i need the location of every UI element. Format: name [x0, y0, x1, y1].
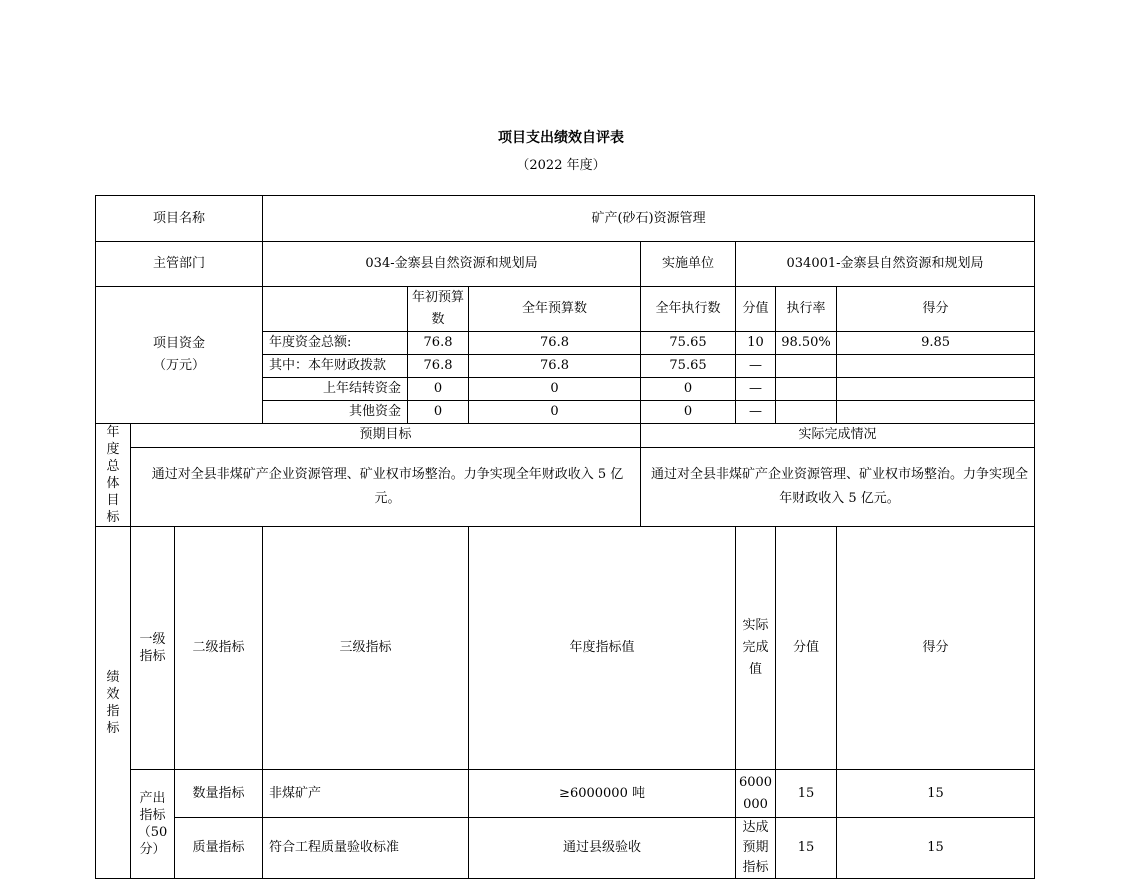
funds-row-rate [776, 378, 837, 401]
funds-row-full-budget: 0 [469, 401, 641, 424]
ind-row-score: 15 [837, 770, 1035, 818]
funds-row-score-value: — [736, 378, 776, 401]
funds-header-score: 得分 [837, 287, 1035, 332]
ind-row-score: 15 [837, 818, 1035, 879]
indicators-label: 绩效指标 [96, 527, 131, 879]
funds-row-score [837, 355, 1035, 378]
funds-row-label: 其他资金 [263, 401, 408, 424]
actual-goal-text: 通过对全县非煤矿产企业资源管理、矿业权市场整治。力争实现全年财政收入 5 亿元。 [641, 447, 1035, 526]
funds-row-label: 其中：本年财政拨款 [263, 355, 408, 378]
funds-row-rate: 98.50% [776, 332, 837, 355]
funds-row-full-budget: 76.8 [469, 355, 641, 378]
funds-row-score-value: — [736, 401, 776, 424]
funds-row-executed: 75.65 [641, 332, 736, 355]
funds-row-score-value: 10 [736, 332, 776, 355]
funds-header-rate: 执行率 [776, 287, 837, 332]
page-subtitle: （2022 年度） [516, 158, 606, 173]
funds-row-initial: 76.8 [408, 355, 469, 378]
actual-goal-header: 实际完成情况 [641, 424, 1035, 448]
funds-row-score: 9.85 [837, 332, 1035, 355]
funds-row-label: 年度资金总额: [263, 332, 408, 355]
ind-header-actual-value: 实际完成值 [736, 527, 776, 770]
ind-row-level2: 数量指标 [175, 770, 263, 818]
dept-label: 主管部门 [96, 242, 263, 287]
unit-label: 实施单位 [641, 242, 736, 287]
ind-row-score-value: 15 [776, 770, 837, 818]
ind-header-score: 得分 [837, 527, 1035, 770]
funds-row-executed: 75.65 [641, 355, 736, 378]
funds-row-executed: 0 [641, 401, 736, 424]
funds-header-score-value: 分值 [736, 287, 776, 332]
ind-header-level3: 三级指标 [263, 527, 469, 770]
funds-row-initial: 0 [408, 378, 469, 401]
funds-row-rate [776, 355, 837, 378]
ind-row-level3: 非煤矿产 [263, 770, 469, 818]
performance-table [95, 195, 1035, 879]
funds-row-executed: 0 [641, 378, 736, 401]
annual-goal-label: 年度总体目标 [96, 424, 131, 527]
ind-header-score-value: 分值 [776, 527, 837, 770]
funds-row-initial: 76.8 [408, 332, 469, 355]
ind-row-annual-value: 通过县级验收 [469, 818, 736, 879]
unit-value: 034001-金寨县自然资源和规划局 [736, 242, 1035, 287]
ind-row-level3: 符合工程质量验收标准 [263, 818, 469, 879]
ind-row-level2: 质量指标 [175, 818, 263, 879]
funds-header-initial: 年初预算数 [408, 287, 469, 332]
project-name-label: 项目名称 [96, 196, 263, 242]
funds-label-line2: （万元） [153, 358, 206, 373]
ind-row-actual-value: 6000000 [736, 770, 776, 818]
expected-goal-text: 通过对全县非煤矿产企业资源管理、矿业权市场整治。力争实现全年财政收入 5 亿元。 [131, 447, 641, 526]
funds-row-rate [776, 401, 837, 424]
funds-label [96, 287, 263, 424]
funds-label-line1: 项目资金 [153, 336, 206, 351]
ind-header-level1: 一级指标 [131, 527, 175, 770]
funds-row-score-value: — [736, 355, 776, 378]
page-title: 项目支出绩效自评表 [498, 130, 624, 146]
funds-header-blank [263, 287, 408, 332]
funds-row-full-budget: 0 [469, 378, 641, 401]
funds-row-score [837, 401, 1035, 424]
funds-row-initial: 0 [408, 401, 469, 424]
funds-row-full-budget: 76.8 [469, 332, 641, 355]
expected-goal-header: 预期目标 [131, 424, 641, 448]
dept-value: 034-金寨县自然资源和规划局 [263, 242, 641, 287]
ind-row-annual-value: ≥6000000 吨 [469, 770, 736, 818]
ind-header-annual-value: 年度指标值 [469, 527, 736, 770]
funds-row-label: 上年结转资金 [263, 378, 408, 401]
funds-header-full-budget: 全年预算数 [469, 287, 641, 332]
ind-row-score-value: 15 [776, 818, 837, 879]
ind-level1-output: 产出指标（50分） [131, 770, 175, 879]
funds-header-executed: 全年执行数 [641, 287, 736, 332]
ind-row-actual-value: 达成预期指标 [736, 818, 776, 879]
ind-header-level2: 二级指标 [175, 527, 263, 770]
funds-row-score [837, 378, 1035, 401]
project-name-value: 矿产(砂石)资源管理 [263, 196, 1035, 242]
